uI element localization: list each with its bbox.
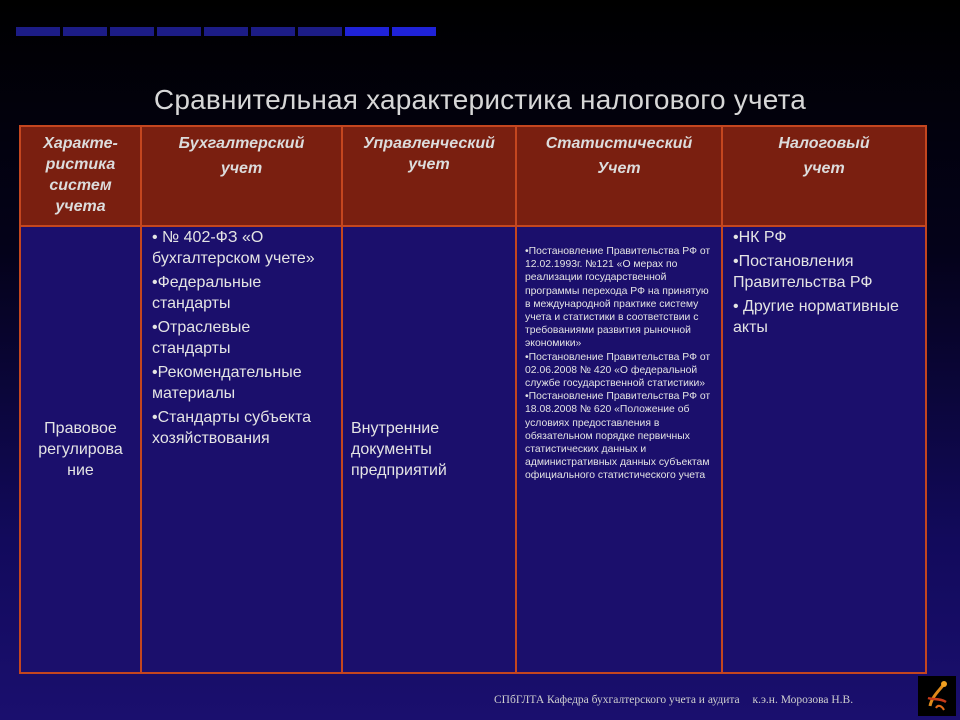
- footer-author: к.э.н. Морозова Н.В.: [752, 694, 854, 706]
- header-line: Характе-: [43, 135, 118, 152]
- academy-logo-icon: [918, 676, 956, 716]
- cell-accounting: [141, 226, 342, 673]
- tax-list: [723, 227, 925, 338]
- list-item: •Отраслевые стандарты: [152, 319, 251, 357]
- header-line: ристика: [45, 156, 116, 173]
- header-line: учет: [803, 160, 845, 177]
- header-line: учета: [55, 198, 106, 215]
- deco-bar: [392, 27, 436, 36]
- list-item: •Стандарты субъекта хозяйствования: [152, 409, 312, 447]
- deco-bar: [298, 27, 342, 36]
- top-decorative-bars: [16, 27, 436, 36]
- header-line: Управленческий: [363, 135, 495, 152]
- header-line: учет: [408, 156, 450, 173]
- cell-legal-regulation: [20, 226, 141, 673]
- list-item: •Рекомендательные материалы: [152, 364, 302, 402]
- footer-institution: СПбГЛТА Кафедра бухгалтерского учета и аудита: [494, 694, 740, 706]
- header-management: [342, 126, 516, 226]
- list-item: •Федеральные стандарты: [152, 274, 262, 312]
- deco-bar: [157, 27, 201, 36]
- deco-bar: [16, 27, 60, 36]
- header-line: Бухгалтерский: [178, 135, 305, 152]
- header-accounting: [141, 126, 342, 226]
- header-line: Статистический: [545, 135, 693, 152]
- footer: [494, 694, 853, 706]
- header-statistical: [516, 126, 722, 226]
- deco-bar: [63, 27, 107, 36]
- cell-line: регулирова: [38, 441, 123, 458]
- cell-line: ние: [67, 462, 94, 479]
- cell-statistical: [516, 226, 722, 673]
- accounting-list: [142, 227, 341, 449]
- header-line: Учет: [597, 160, 641, 177]
- table-row: [20, 226, 926, 673]
- statistical-list: [517, 227, 721, 483]
- list-item: • № 402-ФЗ «О бухгалтерском учете»: [152, 229, 315, 267]
- cell-tax: [722, 226, 926, 673]
- deco-bar: [110, 27, 154, 36]
- list-item: • Другие нормативные акты: [733, 298, 899, 336]
- list-item: •Постановление Правительства РФ от 18.08.2008 № 620 «Положение об условиях предоставления в обязательном порядке первичных статистических данных и административных данных субъектам официального статистического учета: [525, 391, 711, 482]
- deco-bar: [345, 27, 389, 36]
- header-line: систем: [49, 177, 112, 194]
- deco-bar: [251, 27, 295, 36]
- list-item: •Постановление Правительства РФ от 02.06.2008 № 420 «О федеральной службе государственной статистики»: [525, 351, 711, 390]
- deco-bar: [204, 27, 248, 36]
- list-item: •Постановления Правительства РФ: [733, 253, 873, 291]
- table-header-row: [20, 126, 926, 226]
- slide-title: Сравнительная характеристика налогового учета: [153, 84, 807, 115]
- cell-line: Правовое: [44, 420, 117, 437]
- list-item: •Постановление Правительства РФ от 12.02.1993г. №121 «О мерах по реализации государственной программы перехода РФ на принятую в международной практике систему учета и статистики в соответствии с требованиями развития рыночной экономики»: [525, 246, 711, 350]
- header-characteristic: [20, 126, 141, 226]
- list-item: •НК РФ: [733, 229, 787, 246]
- header-tax: [722, 126, 926, 226]
- header-line: учет: [220, 160, 263, 177]
- cell-management: Внутренние документы предприятий: [342, 226, 516, 673]
- header-line: Налоговый: [778, 135, 870, 152]
- comparison-table: [19, 125, 927, 674]
